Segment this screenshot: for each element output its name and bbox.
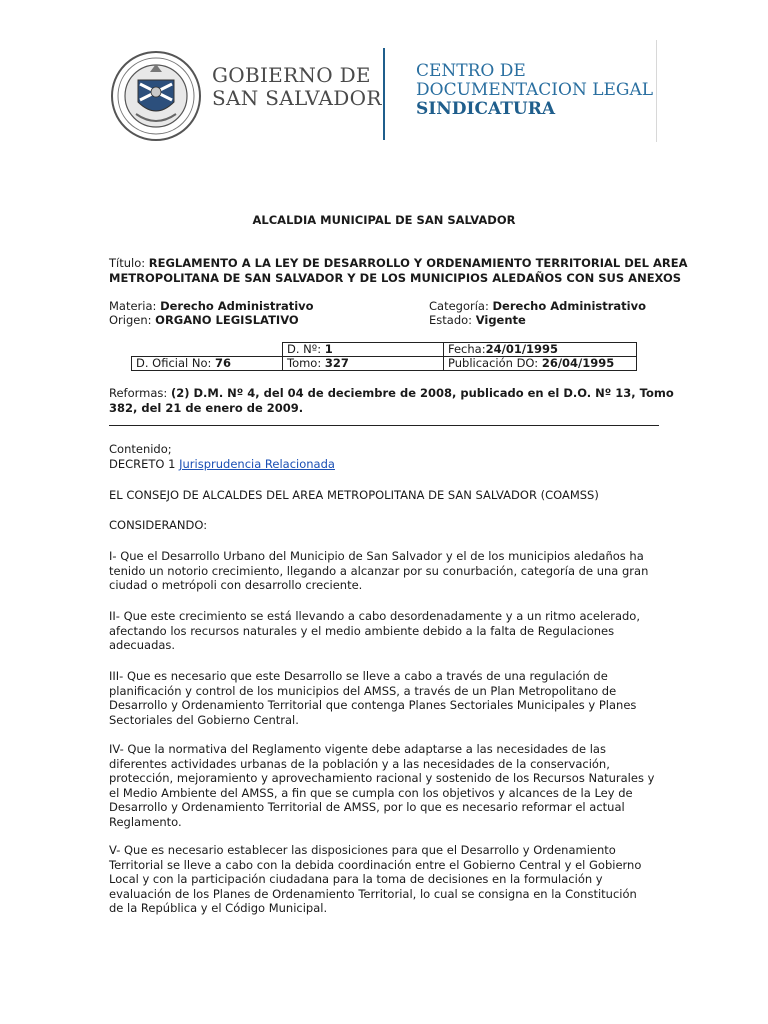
contenido: Contenido;: [109, 442, 172, 456]
paragraph-line: IV- Que la normativa del Reglamento vigente debe adaptarse a las necesidades de las: [109, 742, 606, 756]
consejo-heading: EL CONSEJO DE ALCALDES DEL AREA METROPOLITANA DE SAN SALVADOR (COAMSS): [109, 488, 599, 502]
table-cell-dn: [283, 343, 444, 357]
paragraph-line: Sectoriales del Gobierno Central.: [109, 712, 299, 727]
jurisprudencia-link[interactable]: Jurisprudencia Relacionada: [179, 457, 335, 471]
paragraph-iii: [109, 669, 659, 727]
origen-label: Origen:: [109, 313, 156, 327]
table-cell-empty: [132, 343, 283, 357]
table-cell-fecha: [444, 343, 637, 357]
table-row: [132, 357, 637, 371]
paragraph-line: Desarrollo y Ordenamiento Territorial que contenga Planes Sectoriales Municipales y Planes: [109, 698, 637, 712]
paragraph-line: protección, mejoramiento y aprovechamiento racional y sostenido de los Recursos Naturales y: [109, 771, 655, 785]
fecha-value: 24/01/1995: [485, 342, 559, 356]
doficial-label: D. Oficial No:: [136, 356, 216, 370]
tomo-label: Tomo:: [287, 356, 325, 370]
page-title: ALCALDIA MUNICIPAL DE SAN SALVADOR: [252, 213, 516, 227]
considerando-heading: CONSIDERANDO:: [109, 518, 208, 532]
paragraph-line: V- Que es necesario establecer las disposiciones para que el Desarrollo y Ordenamiento: [109, 843, 616, 857]
categoria-value: Derecho Administrativo: [492, 299, 647, 313]
table-cell-doficial: [132, 357, 283, 371]
reformas-label: Reformas:: [109, 386, 171, 400]
table-cell-tomo: [283, 357, 444, 371]
paragraph-v: [109, 843, 659, 916]
materia-value: Derecho Administrativo: [160, 299, 314, 313]
tomo-value: 327: [324, 356, 349, 370]
table-cell-publicacion: [444, 357, 637, 371]
cdl-line1: CENTRO DE: [416, 61, 526, 81]
gov-name-line1: GOBIERNO DE: [212, 63, 371, 87]
table-row: [132, 343, 637, 357]
paragraph-line: el Medio Ambiente del AMSS, a fin que se cumpla con los objetivos y alcances de la Ley de: [109, 785, 633, 800]
paragraph-line: evaluación de los Planes de Ordenamiento Territorial, lo cual se consigna en la Constitución: [109, 886, 637, 901]
paragraph-line: planificación y control de los municipios del AMSS, a través de un Plan Metropolitano de: [109, 683, 617, 698]
paragraph-line: II- Que este crecimiento se está llevando a cabo desordenadamente y a un ritmo acelerado,: [109, 609, 640, 623]
dn-label: D. Nº:: [287, 342, 325, 356]
paragraph-line: Reglamento.: [109, 814, 182, 829]
paragraph-line: ciudad o metrópoli con desarrollo creciente.: [109, 578, 363, 592]
estado-value: Vigente: [475, 313, 526, 327]
origen-value: ORGANO LEGISLATIVO: [155, 313, 299, 327]
city-seal-icon: [110, 50, 202, 142]
reformas-line2: 382, del 21 de enero de 2009.: [109, 401, 304, 415]
paragraph-i: [109, 549, 659, 593]
paragraph-line: I- Que el Desarrollo Urbano del Municipio de San Salvador y el de los municipios aledaños ha: [109, 549, 644, 563]
categoria-label: Categoría:: [429, 299, 493, 313]
header-edge-line: [656, 40, 657, 142]
decree-info-table: [131, 342, 637, 371]
doficial-value: 76: [215, 356, 232, 370]
paragraph-ii: [109, 609, 659, 653]
government-name: [212, 64, 382, 110]
gov-name-line2: SAN SALVADOR: [212, 86, 382, 110]
paragraph-line: Local y con la participación ciudadana para la toma de decisiones en la formulación y: [109, 872, 603, 886]
estado-label: Estado:: [429, 313, 476, 327]
paragraph-iv: [109, 742, 659, 829]
paragraph-line: III- Que es necesario que este Desarrollo se lleve a cabo a través de una regulación de: [109, 669, 608, 683]
decreto-label: DECRETO 1: [109, 457, 180, 471]
legal-center-name: [416, 62, 653, 119]
cdl-line2: DOCUMENTACION LEGAL: [416, 80, 654, 100]
paragraph-line: tenido un notorio crecimiento, llegando a alcanzar por su conurbación, categoría de una gran: [109, 563, 649, 578]
materia-label: Materia:: [109, 299, 161, 313]
header-divider: [383, 48, 385, 140]
paragraph-line: Desarrollo y Ordenamiento Territorial de AMSS, por lo que es necesario reformar el actual: [109, 800, 625, 814]
paragraph-line: adecuadas.: [109, 638, 176, 652]
pub-value: 26/04/1995: [541, 356, 615, 370]
cdl-line3: SINDICATURA: [416, 99, 556, 119]
section-divider: [109, 425, 659, 426]
title-line2: METROPOLITANA DE SAN SALVADOR Y DE LOS MUNICIPIOS ALEDAÑOS CON SUS ANEXOS: [109, 270, 682, 285]
paragraph-line: Territorial se lleve a cabo con la debida coordinación entre el Gobierno Central y el Gobierno: [109, 857, 642, 872]
paragraph-line: de la República y el Código Municipal.: [109, 901, 328, 915]
decreto-line: [109, 457, 659, 472]
title-label: Título:: [109, 256, 149, 270]
dn-value: 1: [324, 342, 333, 356]
paragraph-line: afectando los recursos naturales y el medio ambiente debido a la falta de Regulaciones: [109, 623, 615, 638]
reformas-line1: (2) D.M. Nº 4, del 04 de deciembre de 2008, publicado en el D.O. Nº 13, Tomo: [170, 386, 674, 400]
law-title: [109, 256, 688, 285]
fecha-label: Fecha:: [448, 342, 486, 356]
paragraph-line: diferentes actividades urbanas de la población y a las necesidades de la conservación,: [109, 756, 610, 771]
pub-label: Publicación DO:: [448, 356, 542, 370]
reformas: [109, 386, 674, 416]
title-line1: REGLAMENTO A LA LEY DE DESARROLLO Y ORDENAMIENTO TERRITORIAL DEL AREA: [148, 256, 688, 270]
document-header: [0, 0, 768, 160]
